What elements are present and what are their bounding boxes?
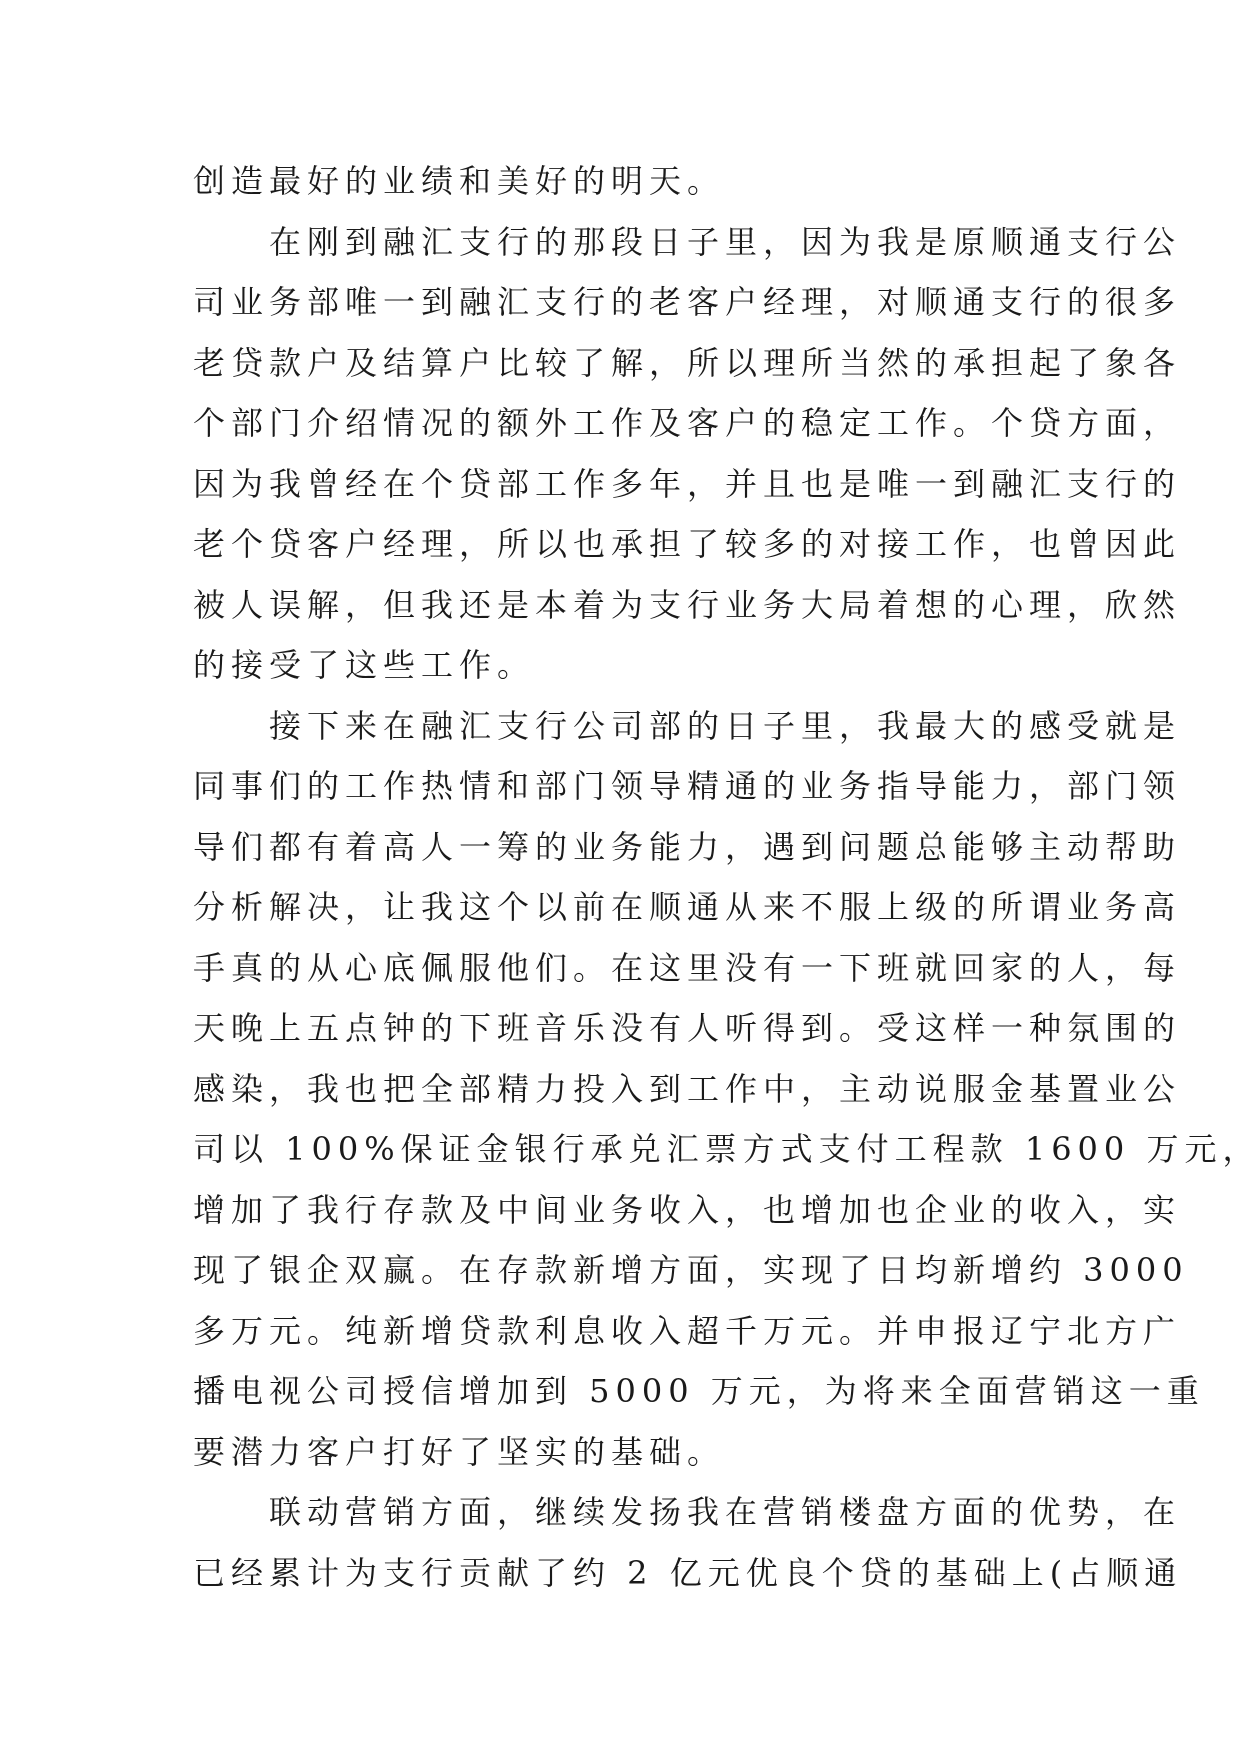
text-line: 联动营销方面，继续发扬我在营销楼盘方面的优势，在: [193, 1493, 1182, 1531]
text-line: 老个贷客户经理，所以也承担了较多的对接工作，也曾因此: [193, 525, 1182, 563]
text-line: 要潜力客户打好了坚实的基础。: [193, 1433, 726, 1471]
text-line: 司业务部唯一到融汇支行的老客户经理，对顺通支行的很多: [193, 283, 1182, 321]
text-line: 的接受了这些工作。: [193, 646, 536, 684]
text-line: 老贷款户及结算户比较了解，所以理所当然的承担起了象各: [193, 344, 1182, 382]
text-line: 个部门介绍情况的额外工作及客户的稳定工作。个贷方面，: [193, 404, 1182, 442]
text-line: 天晚上五点钟的下班音乐没有人听得到。受这样一种氛围的: [193, 1009, 1182, 1047]
text-line: 因为我曾经在个贷部工作多年，并且也是唯一到融汇支行的: [193, 465, 1182, 503]
text-line: 导们都有着高人一筹的业务能力，遇到问题总能够主动帮助: [193, 828, 1182, 866]
text-line: 分析解决，让我这个以前在顺通从来不服上级的所谓业务高: [193, 888, 1182, 926]
text-line: 在刚到融汇支行的那段日子里，因为我是原顺通支行公: [193, 223, 1182, 261]
text-line: 手真的从心底佩服他们。在这里没有一下班就回家的人，每: [193, 949, 1182, 987]
text-line: 已经累计为支行贡献了约 2 亿元优良个贷的基础上(占顺通: [193, 1554, 1183, 1592]
text-line: 司以 100%保证金银行承兑汇票方式支付工程款 1600 万元，: [193, 1130, 1260, 1168]
text-line: 增加了我行存款及中间业务收入，也增加也企业的收入，实: [193, 1191, 1182, 1229]
text-line: 现了银企双赢。在存款新增方面，实现了日均新增约 3000: [193, 1251, 1189, 1289]
text-line: 感染，我也把全部精力投入到工作中，主动说服金基置业公: [193, 1070, 1182, 1108]
text-line: 创造最好的业绩和美好的明天。: [193, 162, 726, 200]
text-line: 接下来在融汇支行公司部的日子里，我最大的感受就是: [193, 707, 1182, 745]
text-line: 播电视公司授信增加到 5000 万元，为将来全面营销这一重: [193, 1372, 1205, 1410]
text-line: 多万元。纯新增贷款利息收入超千万元。并申报辽宁北方广: [193, 1312, 1182, 1350]
text-line: 同事们的工作热情和部门领导精通的业务指导能力，部门领: [193, 767, 1182, 805]
text-line: 被人误解，但我还是本着为支行业务大局着想的心理，欣然: [193, 586, 1182, 624]
